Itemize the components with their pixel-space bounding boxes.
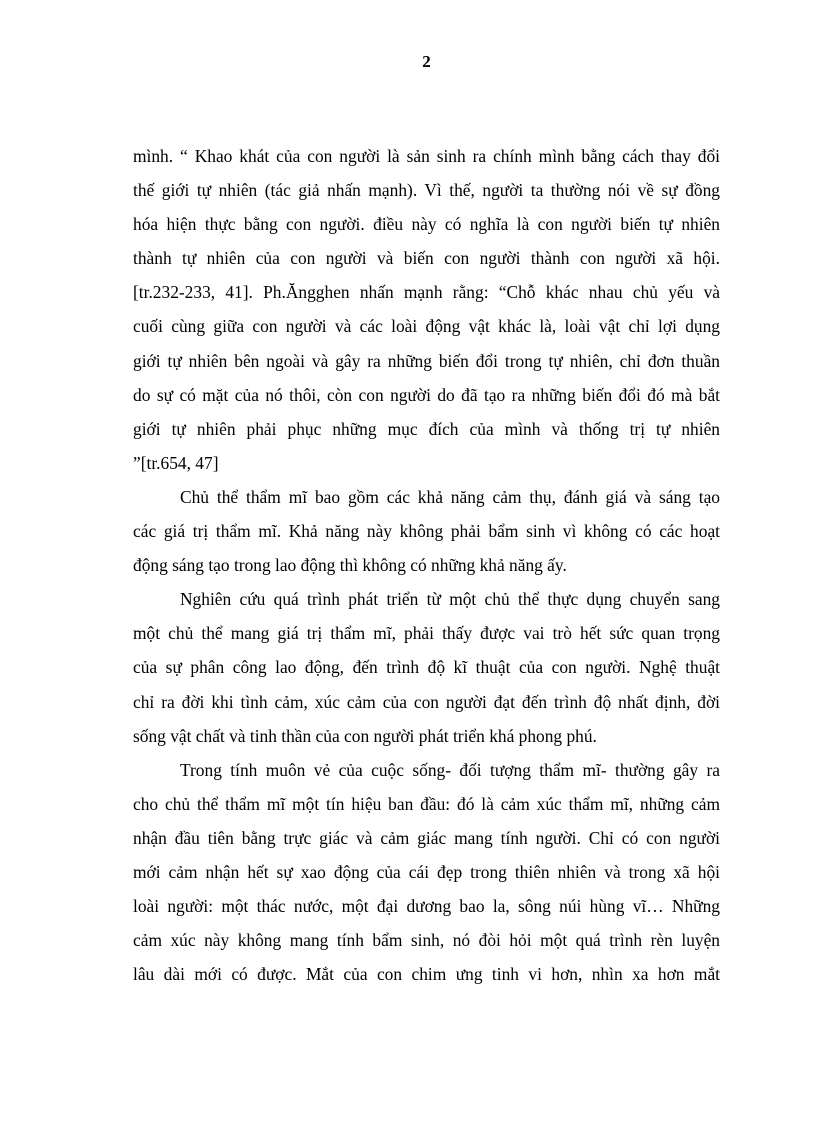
text-line: hóa hiện thực bằng con người. điều này có nghĩa là con người biến tự nhiên — [133, 214, 720, 235]
text-line: loài người: một thác nước, một đại dương bao la, sông núi hùng vĩ… Những — [133, 896, 720, 917]
text-line: Chủ thể thẩm mĩ bao gồm các khả năng cảm thụ, đánh giá và sáng tạo — [180, 486, 720, 507]
paragraph-1 — [133, 139, 720, 480]
text-line: sống vật chất và tinh thần của con người phát triển khá phong phú. — [133, 725, 597, 746]
text-line: cho chủ thể thẩm mĩ một tín hiệu ban đầu: đó là cảm xúc thẩm mĩ, những cảm — [133, 793, 720, 814]
text-line: Trong tính muôn vẻ của cuộc sống- đối tượng thẩm mĩ- thường gây ra — [180, 759, 720, 780]
text-line: thành tự nhiên của con người và biến con người thành con người xã hội. — [133, 248, 720, 269]
text-line: mình. “ Khao khát của con người là sản sinh ra chính mình bằng cách thay đổi — [133, 146, 720, 166]
paragraph-3 — [133, 582, 720, 752]
document-body — [133, 139, 720, 991]
text-line: lâu dài mới có được. Mắt của con chim ưng tinh vi hơn, nhìn xa hơn mắt — [133, 964, 720, 985]
text-line: do sự có mặt của nó thôi, còn con người do đã tạo ra những biến đổi đó mà bắt — [133, 384, 720, 405]
text-line: cảm xúc này không mang tính bẩm sinh, nó đòi hỏi một quá trình rèn luyện — [133, 930, 720, 951]
text-line: [tr.232-233, 41]. Ph.Ăngghen nhấn mạnh rằng: “Chỗ khác nhau chủ yếu và — [133, 282, 720, 303]
text-line: các giá trị thẩm mĩ. Khả năng này không phải bẩm sinh vì không có các hoạt — [133, 521, 720, 542]
text-line: nhận đầu tiên bằng trực giác và cảm giác mang tính người. Chỉ có con người — [133, 827, 720, 848]
text-line: thế giới tự nhiên (tác giả nhấn mạnh). Vì thế, người ta thường nói về sự đồng — [133, 180, 720, 201]
text-line: Nghiên cứu quá trình phát triển từ một chủ thể thực dụng chuyển sang — [180, 589, 720, 610]
text-line: một chủ thể mang giá trị thẩm mĩ, phải thấy được vai trò hết sức quan trọng — [133, 623, 720, 644]
text-line: ”[tr.654, 47] — [133, 452, 219, 473]
page-number: 2 — [422, 52, 431, 71]
paragraph-4 — [133, 753, 720, 992]
text-line: mới cảm nhận hết sự xao động của cái đẹp trong thiên nhiên và trong xã hội — [133, 861, 720, 882]
text-line: chỉ ra đời khi tình cảm, xúc cảm của con người đạt đến trình độ nhất định, đời — [133, 691, 720, 712]
text-line: giới tự nhiên phải phục những mục đích của mình và thống trị tự nhiên — [133, 418, 720, 439]
text-line: động sáng tạo trong lao động thì không có những khả năng ấy. — [133, 555, 567, 576]
paragraph-2 — [133, 480, 720, 582]
text-line: của sự phân công lao động, đến trình độ kĩ thuật của con người. Nghệ thuật — [133, 657, 720, 678]
text-line: giới tự nhiên bên ngoài và gây ra những biến đổi trong tự nhiên, chỉ đơn thuần — [133, 350, 720, 371]
text-line: cuối cùng giữa con người và các loài động vật khác là, loài vật chỉ lợi dụng — [133, 316, 720, 337]
